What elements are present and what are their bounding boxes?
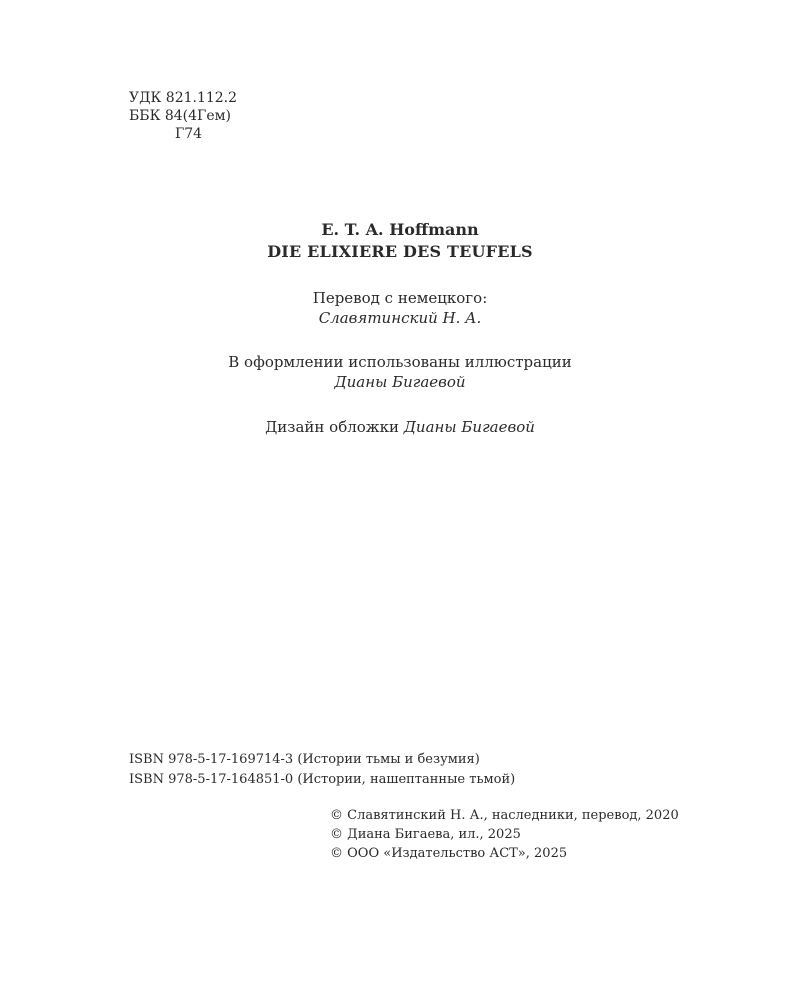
original-title: DIE ELIXIERE DES TEUFELS: [267, 242, 533, 261]
translator-name: Славятинский Н. А.: [318, 309, 482, 327]
isbn-block: [129, 750, 515, 790]
illustrations-label: В оформлении использованы иллюстрации: [228, 353, 572, 371]
copyright-line: © ООО «Издательство АСТ», 2025: [330, 846, 568, 861]
translation-label: Перевод с немецкого:: [312, 289, 488, 307]
cover-designer-name: Дианы Бигаевой: [403, 418, 535, 436]
author-mark: Г74: [175, 126, 203, 142]
copyright-line: © Диана Бигаева, ил., 2025: [330, 827, 521, 842]
original-author: E. T. A. Hoffmann: [321, 220, 479, 239]
udk-code: УДК 821.112.2: [129, 90, 238, 106]
cover-design-credit: [0, 417, 800, 437]
isbn-line: ISBN 978-5-17-164851-0 (Истории, нашептанные тьмой): [129, 772, 516, 787]
illustrator-name: Дианы Бигаевой: [334, 373, 466, 391]
copyright-line: © Славятинский Н. А., наследники, перевод, 2020: [330, 808, 679, 823]
isbn-line: ISBN 978-5-17-169714-3 (Истории тьмы и безумия): [129, 752, 480, 767]
copyright-block: [330, 806, 679, 863]
bbk-code: ББК 84(4Гем): [129, 108, 231, 124]
cover-design-label: Дизайн обложки: [265, 418, 399, 436]
classification-codes: [129, 89, 237, 143]
